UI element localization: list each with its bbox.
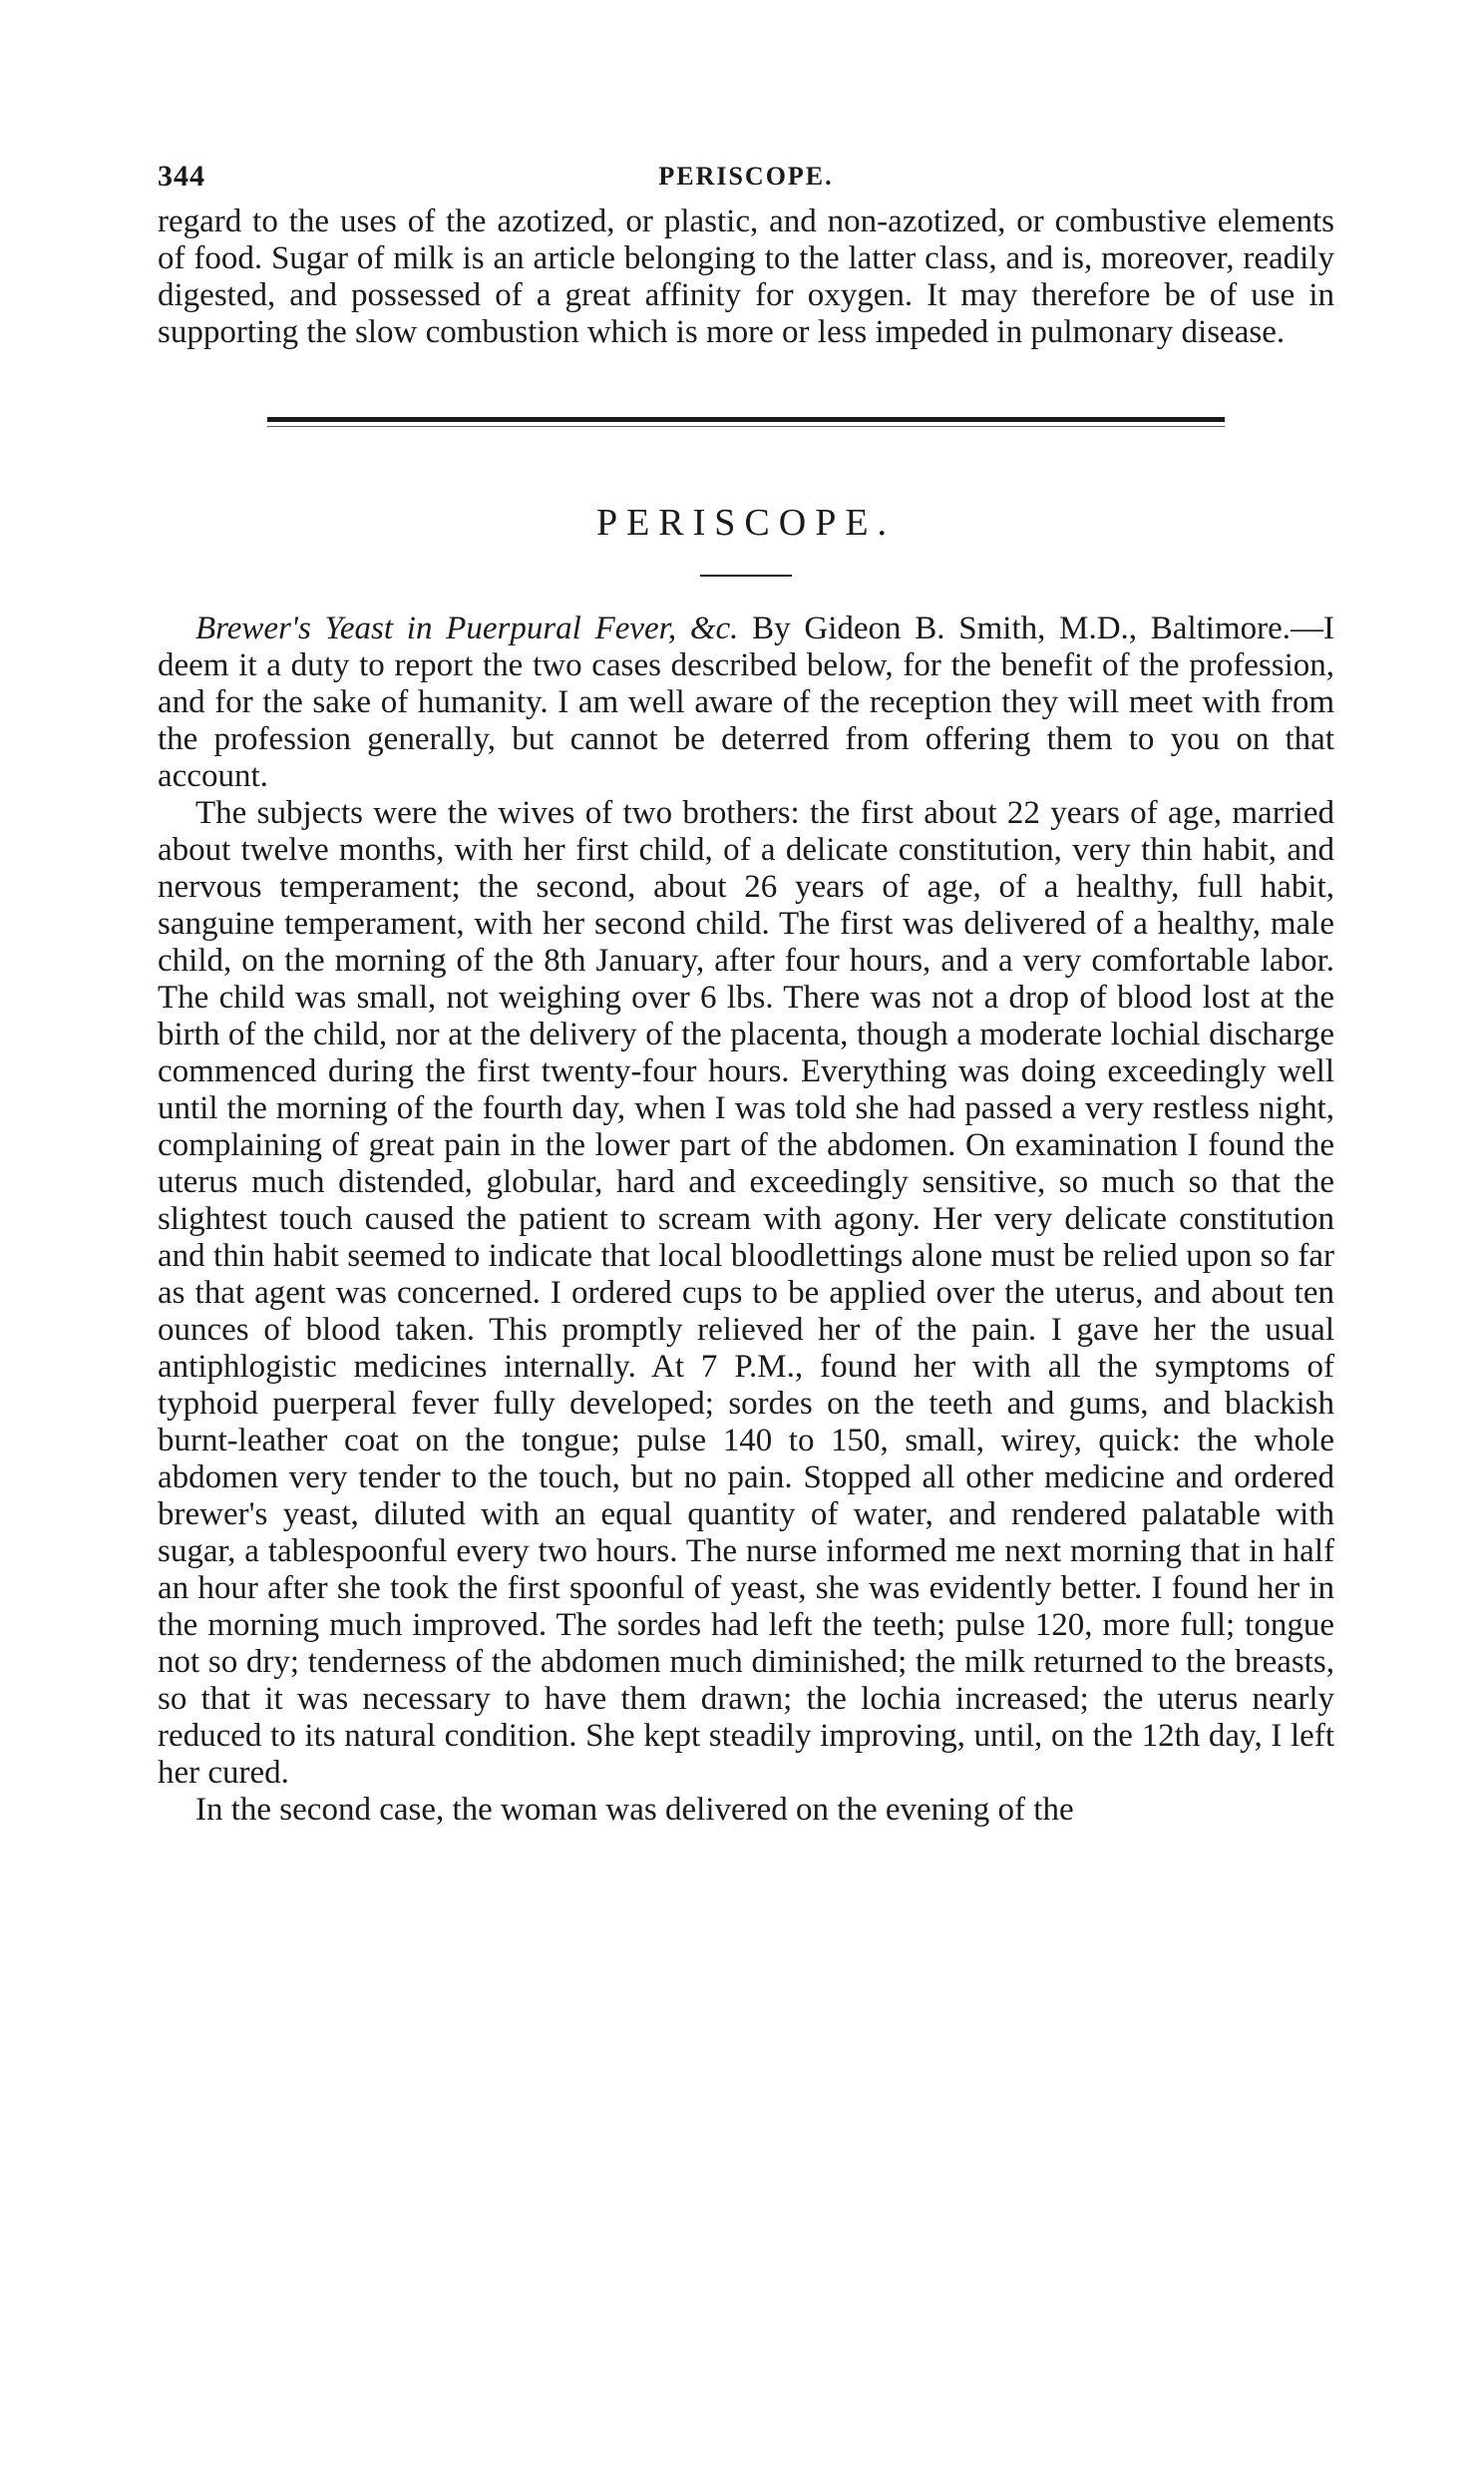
article-paragraph-2: The subjects were the wives of two brothers: the first about 22 years of age, married about twelve months, with her first child, of a delicate constitution, very thin habit, and nervous temperament; the second, about 26 years of age, of a healthy, full habit, sanguine temperament, with her second child. The first was delivered of a healthy, male child, on the morning of the 8th January, after four hours, and a very comfortable labor. The child was small, not weighing over 6 lbs. There was not a drop of blood lost at the birth of the child, nor at the delivery of the placenta, though a moderate lochial discharge commenced during the first twenty-four hours. Everything was doing exceedingly well until the morning of the fourth day, when I was told she had passed a very restless night, complaining of great pain in the lower part of the abdomen. On examination I found the uterus much distended, globular, hard and exceedingly sensitive, so much so that the slightest touch caused the patient to scream with agony. Her very delicate constitution and thin habit seemed to indicate that local bloodlettings alone must be relied upon so far as that agent was concerned. I ordered cups to be applied over the uterus, and about ten ounces of blood taken. This promptly relieved her of the pain. I gave her the usual antiphlogistic medicines internally. At 7 P.M., found her with all the symptoms of typhoid puerperal fever fully developed; sordes on the teeth and gums, and blackish burnt-leather coat on the tongue; pulse 140 to 150, small, wirey, quick: the whole abdomen very tender to the touch, but no pain. Stopped all other medicine and ordered brewer's yeast, diluted with an equal quantity of water, and rendered palatable with sugar, a tablespoonful every two hours. The nurse informed me next morning that in half an hour after she took the first spoonful of yeast, she was evidently better. I found her in the morning much improved. The sordes had left the teeth; pulse 120, more full; tongue not so dry; tenderness of the abdomen much diminished; the milk returned to the breasts, so that it was necessary to have them drawn; the lochia increased; the uterus nearly reduced to its natural condition. She kept steadily improving, until, on the 12th day, I left her cured. [158,795,1334,1791]
section-title: PERISCOPE. [595,502,897,544]
article-lead-paragraph [158,611,1334,795]
continuation-paragraph: regard to the uses of the azotized, or plastic, and non-azotized, or combustive elements of food. Sugar of milk is an article belonging to the latter class, and is, moreover, readily digested, and possessed of a great affinity for oxygen. It may therefore be of use in supporting the slow combustion which is more or less impeded in pulmonary disease. [158,204,1334,350]
article-paragraph-1: —I deem it a duty to report the two cases described below, for the benefit of the profession, and for the sake of humanity. I am well aware of the reception they will meet with from the profession generally, but cannot be deterred from offering them to you on that account. [158,611,1335,794]
divider-thin-rule [267,426,1225,427]
book-page [158,160,1334,1829]
running-title: PERISCOPE. [658,162,834,191]
article-byline: By Gideon B. Smith, M.D., Baltimore. [738,611,1292,646]
title-underline-rule [700,575,792,577]
running-head [158,160,1334,204]
section-divider [267,417,1225,427]
article-paragraph-3: In the second case, the woman was delivered on the evening of the [195,1792,1074,1828]
article-title: Brewer's Yeast in Puerpural Fever, &c. [195,611,739,646]
page-number: 344 [158,160,205,193]
divider-thick-rule [267,417,1225,422]
